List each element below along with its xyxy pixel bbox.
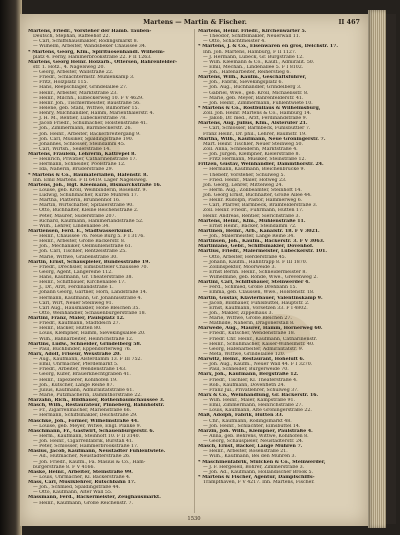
directory-entry: — Louise, geb. Meyer, Witwe, Engl. Planke 9. (33, 423, 142, 429)
directory-entry: Zoll. Anna, Schneiderin, Marktstraße 4. (203, 146, 298, 152)
directory-entry: — Friedr., Drechsler, Eimsbütteler Chaussee 70. (33, 264, 149, 270)
directory-entry: Heinr. Andreas, Rentier, Sierichstraße 3. (203, 213, 300, 219)
directory-entry: — Georg, Arbeiter, Wallstraße 22. (33, 70, 114, 75)
directory-entry: — Emil, Zimmermann, Heinrichstraße 27. (203, 403, 303, 409)
directory-entry: — Zollinspektor, Moorweide 3. (203, 264, 276, 270)
directory-entry: Joh. Georg Ernst, Buchhalter, Große Allee 44. (203, 193, 312, 198)
directory-entry: — Carl Aug., Hausmakler, Hohe Bleichen 35. (33, 305, 140, 311)
directory-entry: — Heinrich, Privatier, Catharinenstraße 17. (33, 157, 137, 163)
directory-entry: * Martens, Georg, Kfm., Spirituosenhandl. Wilhelm- (28, 49, 165, 55)
directory-entry: — Otto, Schachtmeister 4. (203, 39, 266, 45)
page-edges (368, 10, 386, 528)
directory-entry: — Theodor, Schiffsmakler, Neuerwall 11. (203, 34, 301, 40)
directory-entry: * Martens & Co., Rostbüllaus & Wilhelmsburg, (198, 105, 321, 111)
directory-entry: — Ernst Heinr., Bäcker, Steindamm 72. (203, 223, 297, 229)
directory-entry: — Johann, Kaufm., Hahntrapp 8. F III 1870. (203, 259, 308, 265)
directory-entry: — Joh. Aug., Kaufm., Neuer Wall 44. F I 3270. (203, 362, 313, 368)
directory-entry: * Martens & Fischer, Agentur, Dampfschiffs- (198, 474, 315, 480)
page-header (28, 18, 362, 27)
directory-entry: — Carl, Pfarrer, Barmbeck, Bramfelderstraße 3. (203, 203, 318, 209)
directory-entry: — Joh. Heinr., Zimmermann, Fuhlentwiete 10. (203, 100, 313, 106)
directory-entry: — Friedr. Chr. Heinr., Kaufmann, Catharinenstr. (203, 336, 317, 342)
directory-entry: Maschmann, Fr., Gastwirt, Schauenburgerstr. 6. (28, 428, 155, 434)
directory-entry: Marx & Co., Weinhandlung, Gr. Bäckerstr. 16. (198, 392, 319, 398)
directory-entry: — Henry, Milchhändler, Hamm, Marienthalerstr. 4. (33, 111, 155, 116)
directory-entry: — Louis, Klempner, Hamm, Sievekingsallee 20. (33, 331, 146, 337)
directory-entry: Martens, Friedr., Vorsteher der Hamb. Tauben- (28, 29, 152, 34)
directory-entry: — Friedr., Kutscher, Wendenstraße 18. (203, 331, 296, 337)
directory-entry: Inh. Emil Martens. F II 6419. Lager Nagelsweg. (33, 177, 148, 183)
directory-entry: — Martha, Plätterin, Brunnenhof 16. (33, 198, 121, 204)
directory-entry: — Heinr., Kaufmann, Große Reichenstr. 7. (33, 500, 133, 506)
directory-entry: — J. Hermann, Lübeck, Gr. Burgstraße 12. (203, 54, 304, 60)
directory-entry: — Hermann, Kaufmann, Bleichenbrücke 9. (203, 167, 305, 173)
directory-entry: Martinsen, Joh., Kaufm., Bäckerstr. 3. F V 3063. (198, 239, 325, 245)
directory-entry: Martin, Gustav, Klavierbauer, Valentinskamp 9. (198, 295, 323, 301)
directory-entry: Marx, Adolf, Friseur, Wexstraße 20. (28, 351, 121, 357)
directory-entry: Martini, Franz, Maler, Paulsplatz 12. (28, 316, 125, 321)
directory-entry: — Louis, Uhrmacher, Kl. Bäckerstraße 4. (33, 474, 131, 480)
directory-entry: * Martens & Co., Baumaterialien, Hafenstr. 8. (28, 172, 149, 178)
directory-entry: Trampfhaven, F V 4217. Inh. Martens, Fischer. (203, 480, 315, 485)
directory-entry: — Ida, Näherin, Brüderstraße 29. (33, 167, 114, 173)
directory-entry: Martins, Ludw., Schneider, Grindelberg 58. (28, 341, 142, 347)
directory-entry: — Louis, Kaufmann, Alte Gröningerstraße 22. (203, 408, 312, 414)
column-divider (194, 29, 195, 513)
directory-entry: — Heinr., Milchh., Eilbeckerweg 10. F V 4629. (33, 95, 144, 101)
directory-entry: — Herm. Aug., Zollbeamter, Steinhöft 14. (203, 187, 302, 193)
directory-entry: — Hans, Kaufmann, Gr. Theaterstraße 38. (33, 275, 134, 280)
directory-entry: — Johann Georg, Gärtner, Horn, Landstraße 14. (33, 290, 148, 296)
directory-entry: — Joh., Kutscher, Lange Reihe 87. (33, 382, 114, 388)
directory-entry: Martens, Georg Heinr. Holzarb., Ottersen, Bahrenfelder- (28, 59, 178, 65)
directory-page (20, 14, 368, 526)
directory-entry: — Friedr., Kaufmann, Stadtdeich 27. (33, 321, 121, 327)
directory-entry: — Meta, Wittwe, Grindelallee 120. (203, 351, 286, 357)
directory-entry: Franz Heinr., Dr. phil., Lehrer, Baumstr. 19. (203, 131, 307, 137)
directory-entry: — Friedr., Tischler, Kl. Theaterstraße 4. (203, 377, 298, 383)
directory-entry: Mart. Heinr. Tischler, Neuer Steinweg 50. (203, 141, 303, 147)
directory-entry: Martiensen, Ferd. E., Stadtwasserkunst. (28, 228, 134, 234)
directory-entry: Martens, Heinr., Kfm., Mühlenstraße 11. (198, 218, 306, 224)
directory-entry: — Carl, Wirtsh., Seilerstraße 14. (33, 146, 111, 152)
directory-entry: Marzin, Joh. Wilh., Klempner, Paulstraße 4. (198, 428, 313, 434)
directory-entry: — Mathilde, Näherin, Dragonerstall 8. (203, 321, 295, 327)
directory-entry: — Ludwig, Schuhmacher, Kurze Mühren 17. (33, 193, 139, 198)
directory-entry: Massmann, Ferd., Bäckermeister, Zeughausmarkt. (28, 495, 161, 501)
directory-entry: — Aug., Kaufmann, Alsterdamm 13. F III 752. (33, 357, 142, 362)
directory-entry: Joh. Georg, Lehrer, Mittelweg 24. (203, 182, 283, 188)
directory-entry: — Johannes, Schlosser, Steindamm 45. (33, 141, 126, 147)
directory-entry: Masch, Ernst, Bäcker, Lange Mühren 7. (198, 444, 303, 450)
directory-entry: — Wilh. Heinr., Maler, Kampstraße 91. (203, 398, 295, 403)
directory-entry: Martini, Carl, Schiffsbauer, Steinwerder 4. (198, 280, 310, 286)
directory-entry: — Louise, geb. Kroll, Weißbinderin, Rosenstr. 9. (33, 187, 147, 193)
directory-entry: — Heinr. Joh., Tischlermeister, Baustraße 56. (33, 100, 141, 106)
directory-entry: — Wilhelmine, geb. Rohde, Wwe., Grevenweg 2. (203, 275, 318, 280)
directory-entry: — Jacob, Bildhauer, Fuhlsbüttel, Hauptstr. 2. (203, 300, 310, 306)
directory-entry: — Marie, Wittwe, Grabenstraße 30. (33, 254, 118, 260)
directory-entry: — Joh., Malermeister, Lange Reihe 34. (203, 234, 295, 239)
directory-entry: Zoll. Heinr. Friedr., Fuhrmann, Hütten 17. (203, 208, 304, 214)
directory-entry: — Hans, Reepschläger, Grindelallee 27. (33, 85, 128, 91)
directory-entry: — Heinr., Tapezierer, Kohlhöfen 19. (33, 377, 118, 383)
directory-entry: — Peter, Maurer, Süderstraße 207. (33, 213, 116, 219)
directory-entry: — Hermann, Schiffsmakler, Deichstraße 29. (33, 413, 138, 419)
directory-entry: — Thebefr, Vorsteher, Schulweg 5. (203, 172, 286, 178)
directory-entry: — Fried. Heinr., Maler, Hofweg 23. (203, 177, 287, 183)
page-footer: 1530 (187, 516, 201, 522)
directory-entry: — Richard, Kaufmann, Hammerlandstraße 52. (33, 218, 144, 224)
directory-entry: — Chr., Kaufmann, Rödingsmarkt 48. (203, 418, 292, 424)
directory-entry: — Joh. Ad., Kaufmann, Holländischer Brook 5. (203, 469, 313, 475)
directory-entry: — Fr., Zigarrenmacher, Marienstraße 66. (33, 408, 132, 414)
directory-entry: — Herm., Kaufmann, Steinhöft 10. F II 3140. (33, 433, 141, 439)
directory-entry: Martens, Joh., Hgt. Kleemann, Bismarckstraße 16. (28, 182, 162, 188)
directory-entry: — Ernst Bernh. Heinr., Schneidermeister 8. (203, 269, 307, 275)
directory-entry: — Heinr., Schiffbauer, Kirchenallee 17. (33, 280, 126, 286)
directory-entry: — Otto, Weinhändler, Schauenburgerstraße 18. (33, 310, 147, 316)
directory-entry: — Joh. Aug., Buchhändler, Grindelberg 3. (203, 85, 302, 91)
directory-entry: — Joh., Fabrik, Sievekingsplatz 6. (203, 80, 283, 86)
directory-entry: Marx, Joh., Kaufmann, Bergstraße 12. (198, 372, 299, 378)
directory-entry: — Carl, Schiffshausmakler, Rödingsmarkt 8. (33, 39, 139, 45)
directory-entry: — Heinr. Rudolph, Pastor, Hammerweg 6. (203, 198, 303, 204)
directory-entry: Zoll. Joh. Heinr. Martens & Co., Hamburg 14. (203, 111, 312, 116)
directory-entry: Martens, Aug. Julius, Kfm., Alsterufer 21. (198, 121, 308, 127)
directory-entry: Martens, Heinr. Friedr., Kirchenwärter 5. (198, 29, 307, 34)
directory-entry: — Wilh., Lehrer, Lindenallee 34. (33, 223, 110, 229)
directory-entry: — Hermann, Schneider, Poolstraße 12. (33, 162, 126, 168)
directory-entry: Deutsch, Stephan, Raffeehof 22. (33, 34, 110, 40)
directory-entry: — Georg, Agent, Langereihe 112. (33, 269, 113, 275)
directory-entry: — Jakob, Dr. med., Arzt, Ferdinandstraße 9. (203, 116, 308, 122)
directory-entry: Marwede, Aug., Maurer, Hamm, Hornerweg 60. (198, 326, 323, 332)
directory-entry: — Wilh., Kaufmann, Bei den Mühren 3. (203, 454, 297, 460)
directory-entry: — Martin, Wirtschafter, Spitalerstraße 90. (33, 203, 134, 209)
running-head: Martens — Martin & Fischer. (143, 18, 247, 26)
directory-entry: Fritzen, Gustav, Weinhändler, Dammthorstr. 24. (198, 162, 324, 168)
directory-entry: — Emil, Uhrmacher, Pferdemarkt 5. (33, 362, 119, 368)
directory-entry: Maschke, Joh., Former, Wilhelmstraße 44. (28, 418, 139, 424)
directory-entry: — Joh., Hafenarbeiter, Reiherstieg 6. (203, 70, 291, 75)
directory-entry: — Ad., Hutmacher, Neustädterstraße 26. (33, 454, 131, 460)
directory-entry: — Helene, geb. Stahl, Wittwe, Billhorner 15. (33, 105, 139, 111)
directory-entry: Martiniano, Gebr., Schiffsmakler, Dovenhof. (198, 244, 314, 250)
directory-entry: — Heinr., Arbeiter, Große Bäckerstr. 8. (33, 239, 126, 245)
directory-entry: — Emma, geb. Claussen, Wwe., Holstenstr. 18. (203, 290, 315, 296)
directory-entry: — Wilh., Bahnarbeiter, Heinrichstraße 12. (33, 336, 134, 342)
directory-entry: — Paul, Schneider, Bürgerweide 70. (203, 367, 289, 373)
page-number: II 467 (338, 18, 360, 26)
directory-entry: — Marie, geb. Meyer, Bahrenfelderstr. 41. (203, 95, 304, 101)
directory-entry: — Fritz, Holzplatz 115. (33, 80, 88, 86)
directory-entry: — Jacob Friedr., Schumacher, Holstenstraße 41. (33, 121, 148, 127)
directory-entry: Martinen, Heinr., Arb., Kanalstr. 18. F V 3021. (198, 228, 320, 234)
directory-entry: — Wilh. Kleemann & Co., Kaufl., Admiralit. 50. (203, 59, 315, 65)
directory-entry: — Heinr., Schuhmacher, Kaiser-Wilhelmstr. 40. (203, 341, 315, 347)
directory-entry: — Peter, Schlosser, Hammerbrookstraße 17. (33, 444, 139, 450)
directory-entry: — Heinr., Chaussee 76. Neue Burg 5. F I 3176. (33, 234, 145, 239)
directory-entry: — Marie, Putzmacherin, Dammthorstraße 22. (33, 392, 142, 398)
directory-entry: — Joh. Carl, Musiker, Spaldingstraße 190. (33, 136, 134, 142)
directory-entry: — Fritz Hermann, Musiker, Steinstraße 12. (203, 157, 306, 163)
directory-entry: — Joh., Schmied, Spaldingstraße 44. (33, 485, 121, 491)
directory-entry: Marwitz, Heinr., Restaurant, Hoheluft 6. (198, 357, 305, 362)
directory-entry: Martens, Fräulein, Lehrerin, Kattrepel 8. (28, 152, 137, 157)
directory-entry: — Otto, Kaufmann, Alter Wall 55. (33, 490, 113, 496)
left-column (28, 29, 192, 513)
directory-entry: — Joh., Zimmermann, Barmbeckerstr. 26. (33, 126, 132, 132)
directory-entry: Mass, Carl, Musiklehrer, Rutschbahn 17. (28, 480, 136, 485)
directory-entry: — Joh. Heinr., Schlachter, Eimsbüttel 14. (203, 423, 301, 429)
directory-entry: — Georg, Schauspieler, Neustädterstr. 24. (203, 439, 304, 444)
directory-entry: Masch, Wilh., Restaurateur, Pinneberg, Bahnhofstr. (28, 403, 165, 409)
directory-entry: Martin, Ernst, Schauspieler, Bundesstraße 19. (28, 259, 151, 265)
book-cover-edge (386, 14, 396, 524)
directory-entry: * Martens, J. & Co., Eisenwaren en gros, Deichstr. 17. (198, 44, 338, 50)
directory-entry: — Joh., Mechaniker, Oelmühlenstraße 61. (33, 244, 133, 250)
directory-entry: — Heinr., Arbeiter, Marktstraße 23. (33, 90, 118, 96)
directory-entry: — Carl, Schlosser, Barmbeck, Fuhlsbüttler 7. (203, 126, 311, 132)
directory-entry: — Otto, Buchhalter, Kleine Reichenstraße 2. (33, 208, 139, 214)
directory-entry: — Georg, Hafenarbeiter, Admiralitätstr. 9. (203, 346, 304, 352)
directory-entry: — J., Dr., Arzt, Ferdinandstraße 1. (33, 285, 114, 291)
directory-entry: — Ferd., Schmied, Große Drehbahn 15. (203, 285, 297, 291)
directory-entry: — Otto, Arbeiter, Herderstraße 45. (203, 254, 287, 260)
directory-entry: — Paul, Buchbinder, Eppendorferweg 76. (33, 346, 132, 352)
directory-entry: — Joh. Heinr., Cigarrenfabrik, Burstah 41. (33, 439, 134, 444)
directory-entry: — Franz Jul., Privatlehrer, Schulweg 37. (203, 387, 299, 393)
directory-entry: — Heinr., Arbeiter, Rosenstraße 21. (203, 449, 288, 455)
directory-entry: — Joh. Carl, Tischler, Rentzelstraße 25. (33, 249, 127, 255)
directory-entry: — Friedr., Arbeiter, Wendenstraße 143. (33, 367, 127, 373)
directory-entry: Maß, Adolph, Fabrik, Hütten 33. (198, 413, 284, 419)
directory-entry: — Anna, geb. Behrens, Wittwe, Kohlhöfen 8. (203, 433, 309, 439)
directory-entry: Martens, Wilh., Kaufm., Geschäftsführer, (198, 75, 307, 81)
directory-entry: — Rob., Kaufmann, Dovenfleth 24. (203, 382, 286, 388)
directory-entry: — Georg, Küfer, Brauerknechtgraben 41. (33, 372, 131, 378)
directory-entry: — Joh. Jürgen, Klempner, Kielerstraße 8. (203, 152, 300, 157)
directory-entry: Masius, Jacob, Kaufmann, Neustädter Fuhlentwiete. (28, 449, 166, 455)
book-gutter-shadow (0, 0, 22, 535)
directory-entry: — Ernst, Kaufmann, Vorsetzen 33. F I 4802. (203, 305, 308, 311)
directory-entry: Maske, Heinr., Arbeiter, Steinstraße 99. (28, 469, 133, 475)
directory-entry: Inh. Joh. Martens, Hamburg, F II 1127. (203, 49, 297, 55)
directory-entry: Martha, Wilh., Kaufmann, Neue Gröningerstr. 7. (198, 136, 326, 142)
directory-entry: platz 4. Ferny, Hammerbrookstraße 22. F II 1263. (33, 54, 152, 60)
directory-entry: — Julius, Kaufmann, Admiralitätstraße 61. (33, 387, 134, 393)
directory-entry: — Joh. Friedr., Kaufm., Fa. Masius & Co., Ham- (33, 459, 146, 465)
directory-entry: — Emil, Mechan., Lindenallee 5. F I 8102. (203, 64, 304, 70)
directory-entry: — Carl, Wirt, Neuer Steinweg 91. (33, 300, 114, 306)
directory-entry: — J. F. Hergesell, Bohrer, Zimmerstraße 3. (203, 464, 305, 470)
directory-entry: Martius, Friedr., Malermeister, Lübeckerstr. 101. (198, 249, 328, 255)
directory-entry: — Hermann, Kaufmann, Gr. Johannisstraße 4. (33, 295, 142, 301)
directory-entry: — Heinr., Bäcker, Hütten 80. (33, 326, 102, 332)
directory-entry: — Joh. Heinr., Arbeiter, Bäckerbreitergang 9. (33, 131, 141, 137)
directory-entry: * Maschinenfabrik, Stülcken & Co., Steinwerder, (198, 459, 326, 465)
right-column (198, 29, 362, 513)
directory-entry: str. 1. Hotz., 4. Nagelsweg 20. (33, 64, 105, 70)
directory-entry: — Marie, Wittwe, Große Bleichen 27. (203, 316, 292, 321)
directory-entry: — Wilhelm, Arbeiter, Wandsbeker Chaussee 34. (33, 44, 147, 50)
directory-entry: burgerstraße 8. F V 4166. (33, 464, 95, 470)
directory-entry: Marzahn, Rich., Bildhauer, Rothenbaumchaussee 3. (28, 398, 165, 403)
directory-entry: — J. H. M., Rentier, Lübeckerstraße 78. (33, 116, 127, 122)
directory-entry: — Friedr., Schlachtermstr. Mühlenkamp 3. (33, 75, 135, 81)
directory-entry: — Gabriel, Wwe., geb. Kroll, Michaelisstr. 8. (203, 90, 309, 96)
directory-entry: — Joh., Makler, Zippelhaus 3. (203, 310, 274, 316)
